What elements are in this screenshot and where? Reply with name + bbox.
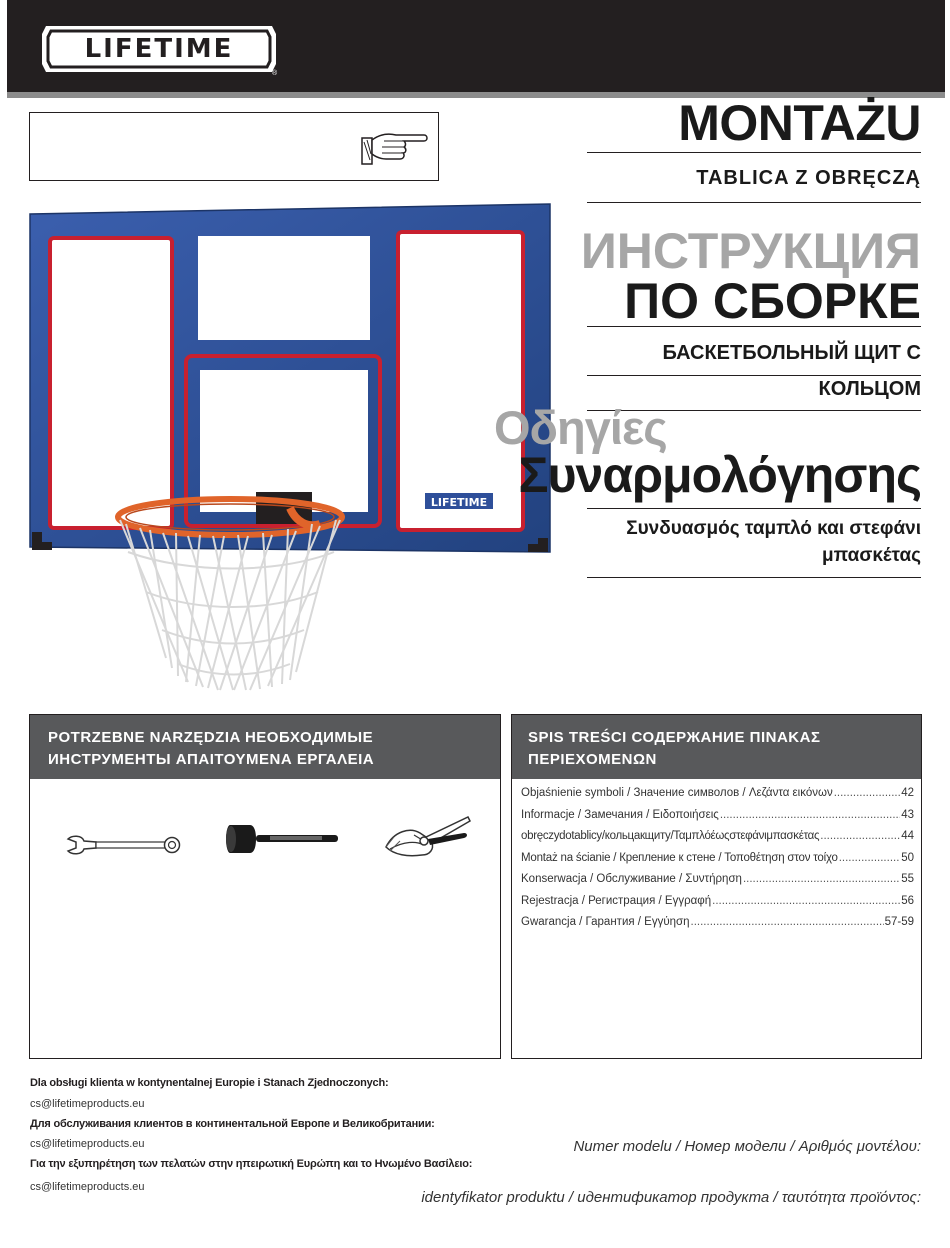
contents-item-page: 43 xyxy=(901,808,914,821)
tools-panel xyxy=(29,714,501,1059)
wrench-icon xyxy=(66,833,182,857)
title-divider xyxy=(587,508,921,509)
contents-item-page: 55 xyxy=(901,873,914,885)
title-russian-line1: ИНСТРУКЦИЯ xyxy=(580,223,921,279)
contents-item-page: 50 xyxy=(901,851,914,864)
contents-leader-dots xyxy=(712,895,900,907)
contents-item[interactable] xyxy=(521,809,914,831)
logo-wordmark: LIFETIME xyxy=(84,34,234,64)
title-polish: MONTAŻU xyxy=(678,95,921,151)
title-divider xyxy=(587,577,921,578)
customer-service-label-russian: Для обслуживания клиентов в континентальной Европе и Великобритании: xyxy=(30,1118,435,1130)
contents-panel-header xyxy=(512,715,921,779)
registered-mark: ® xyxy=(272,70,278,77)
subtitle-russian-line1: БАСКЕТБОЛЬНЫЙ ЩИТ С xyxy=(662,342,921,364)
product-id-label: identyfikator produktu / идентификатор продукта / ταυτότητα προϊόντος: xyxy=(421,1189,921,1206)
subtitle-greek-line2: μπασκέτας xyxy=(822,545,921,566)
backboard-logo: LIFETIME xyxy=(430,496,488,509)
title-greek-line1: Οδηγίες xyxy=(494,401,667,454)
contents-header-line1: SPIS TREŚCI СОДЕРЖАНИЕ ΠΙΝΑΚΑΣ xyxy=(528,729,821,746)
customer-service-label-greek: Για την εξυπηρέτηση των πελατών στην ηπειρωτική Ευρώπη και το Ηνωμένο Βασίλειο: xyxy=(30,1158,473,1170)
contents-item-label: Rejestracja / Регистрация / Εγγραφή xyxy=(521,894,712,907)
subtitle-russian-line2: КОЛЬЦОМ xyxy=(818,378,921,400)
pointing-hand-icon xyxy=(360,124,430,168)
title-divider xyxy=(587,152,921,153)
contents-item[interactable] xyxy=(521,787,914,809)
model-number-label: Numer modelu / Номер модели / Αριθμός μοντέλου: xyxy=(573,1138,921,1155)
contents-item-label: obręczydotablicy/кольцакщиту/Ταμπλόέωςστεφάνιμπασκέτας xyxy=(521,830,820,842)
contents-leader-dots xyxy=(743,873,900,885)
contents-item-page: 57-59 xyxy=(884,916,914,928)
customer-service-email[interactable]: cs@lifetimeproducts.eu xyxy=(30,1138,145,1150)
subtitle-polish: TABLICA Z OBRĘCZĄ xyxy=(696,167,921,189)
contents-leader-dots xyxy=(834,787,900,799)
contents-leader-dots xyxy=(720,809,900,821)
customer-service-email[interactable]: cs@lifetimeproducts.eu xyxy=(30,1181,145,1193)
contents-item[interactable] xyxy=(521,895,914,917)
pliers-icon xyxy=(384,811,474,861)
title-divider xyxy=(587,375,921,376)
tools-header-line2: ИНСТРУМЕНТЫ ΑΠΑΙΤΟΥΜΕΝΑ ΕΡΓΑΛΕΙΑ xyxy=(48,751,375,768)
lifetime-logo xyxy=(40,24,278,74)
title-russian-line2: ПО СБОРКЕ xyxy=(624,273,921,329)
contents-item[interactable] xyxy=(521,852,914,874)
contents-item[interactable] xyxy=(521,873,914,895)
title-divider xyxy=(587,326,921,327)
title-greek-line2: Συναρμολόγησης xyxy=(518,447,921,503)
contents-header-line2: ΠΕΡΙΕΧΟΜΕΝΩΝ xyxy=(528,751,657,768)
contents-item[interactable] xyxy=(521,830,914,852)
contents-item-label: Montaż na ścianie / Крепление к стене / Τοποθέτηση στον τοίχο xyxy=(521,851,838,864)
backboard-hoop-illustration xyxy=(28,202,558,697)
contents-item-label: Gwarancja / Гарантия / Εγγύηση xyxy=(521,916,690,928)
customer-service-label-polish: Dla obsługi klienta w kontynentalnej Europie i Stanach Zjednoczonych: xyxy=(30,1077,389,1089)
table-of-contents-panel xyxy=(511,714,922,1059)
mallet-icon xyxy=(226,819,342,859)
contents-item-page: 56 xyxy=(901,894,914,907)
tools-header-line1: POTRZEBNE NARZĘDZIA НЕОБХОДИМЫЕ xyxy=(48,729,374,746)
contents-item-label: Informacje / Замечания / Ειδοποιήσεις xyxy=(521,808,719,821)
contents-item-label: Konserwacja / Обслуживание / Συντήρηση xyxy=(521,873,742,885)
contents-leader-dots xyxy=(691,916,884,928)
contents-list xyxy=(521,787,914,938)
title-divider xyxy=(587,202,921,203)
contents-leader-dots xyxy=(839,852,901,864)
contents-leader-dots xyxy=(820,830,900,842)
contents-item-page: 42 xyxy=(901,787,914,799)
contents-item[interactable] xyxy=(521,916,914,938)
contents-item-page: 44 xyxy=(901,830,914,842)
customer-service-email[interactable]: cs@lifetimeproducts.eu xyxy=(30,1098,145,1110)
tools-panel-header xyxy=(30,715,500,779)
subtitle-greek-line1: Συνδυασμός ταμπλό και στεφάνι xyxy=(626,518,921,539)
contents-item-label: Objaśnienie symboli / Значение символов / Λεζάντα εικόνων xyxy=(521,787,833,799)
